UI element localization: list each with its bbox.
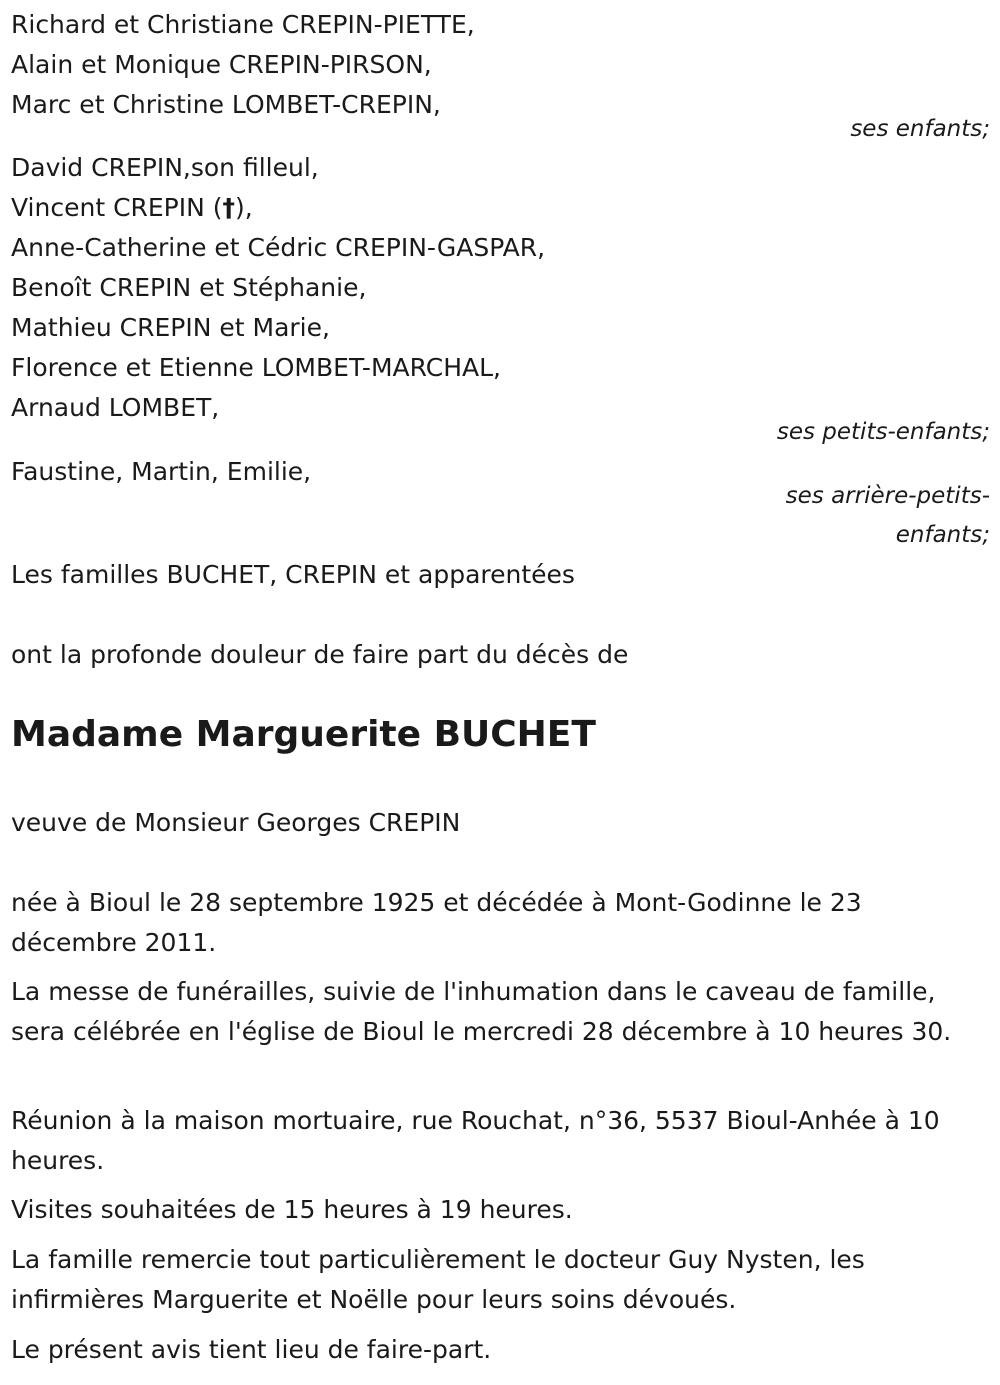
notice-paragraph: Le présent avis tient lieu de faire-part. [11, 1335, 492, 1364]
grandchildren-role: ses petits-enfants; [776, 419, 990, 445]
widow-of-line: veuve de Monsieur Georges CREPIN [11, 808, 461, 837]
announcement-line: ont la profonde douleur de faire part du décès de [11, 640, 629, 669]
funeral-paragraph: La messe de funérailles, suivie de l'inhumation dans le caveau de famille, sera célébrée en l'église de Bioul le mercredi 28 décembre à 10 heures 30. [11, 977, 952, 1046]
children-role: ses enfants; [850, 116, 990, 142]
cross-icon: † [222, 193, 236, 222]
visits-paragraph: Visites souhaitées de 15 heures à 19 heures. [11, 1195, 573, 1224]
great-grandchildren-line: Faustine, Martin, Emilie, [11, 457, 312, 486]
deceased-name: Madame Marguerite BUCHET [11, 714, 596, 755]
grandchild-line: Anne-Catherine et Cédric CREPIN-GASPAR, [11, 233, 546, 262]
grandchild-suffix: ), [235, 193, 253, 222]
grandchild-line: Arnaud LOMBET, [11, 393, 220, 422]
birth-death-paragraph: née à Bioul le 28 septembre 1925 et décédée à Mont-Godinne le 23 décembre 2011. [11, 888, 862, 957]
meeting-paragraph: Réunion à la maison mortuaire, rue Rouchat, n°36, 5537 Bioul-Anhée à 10 heures. [11, 1106, 940, 1175]
grandchild-line [11, 188, 253, 228]
great-grandchildren-role: ses arrière-petits- [785, 483, 990, 509]
child-line: Richard et Christiane CREPIN-PIETTE, [11, 10, 475, 39]
child-line: Marc et Christine LOMBET-CREPIN, [11, 90, 441, 119]
families-line: Les familles BUCHET, CREPIN et apparentées [11, 560, 575, 589]
child-line: Alain et Monique CREPIN-PIRSON, [11, 50, 432, 79]
great-grandchildren-role-cont: enfants; [895, 522, 990, 548]
grandchild-line: Benoît CREPIN et Stéphanie, [11, 273, 367, 302]
grandchild-line: David CREPIN,son filleul, [11, 153, 319, 182]
grandchild-line: Mathieu CREPIN et Marie, [11, 313, 330, 342]
grandchild-name: Vincent CREPIN ( [11, 193, 223, 222]
grandchild-line: Florence et Etienne LOMBET-MARCHAL, [11, 353, 501, 382]
thanks-paragraph: La famille remercie tout particulièrement le docteur Guy Nysten, les infirmières Marguerite et Noëlle pour leurs soins dévoués. [11, 1245, 865, 1314]
